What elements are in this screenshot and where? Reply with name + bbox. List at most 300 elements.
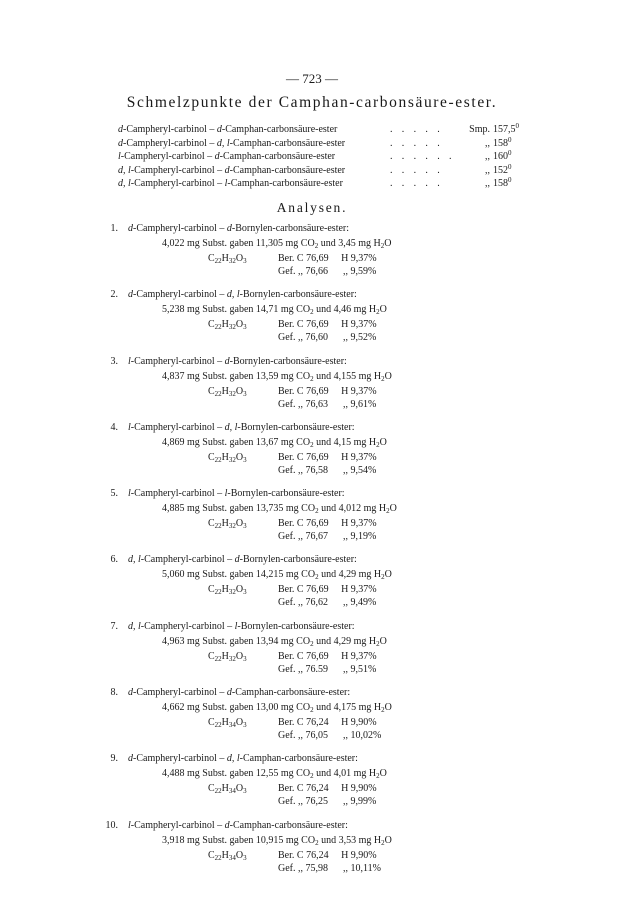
text-fragment: -Camphan-carbonsäure-ester: xyxy=(229,819,348,831)
sample-mass: 4,869 xyxy=(162,436,185,448)
subscript: 2 xyxy=(376,308,380,317)
found-values: Gef. ,, 76,05 ,, 10,02% xyxy=(278,730,382,742)
text-fragment: -Camphan-carbonsäure-ester xyxy=(229,164,346,176)
calculated-hydrogen: 9,90% xyxy=(350,717,377,729)
molecular-formula xyxy=(208,318,247,331)
molecular-formula xyxy=(208,782,247,795)
stereo-prefix: d xyxy=(214,151,220,162)
text-fragment: -Campheryl-carbinol – xyxy=(130,421,225,433)
text-fragment: C xyxy=(208,650,215,662)
stereo-prefix: d, l xyxy=(118,164,131,176)
sample-mass: 4,837 xyxy=(162,370,185,382)
sample-mass: 3,918 xyxy=(162,834,185,846)
ester-name xyxy=(128,819,348,832)
h2o-mass: 4,15 xyxy=(333,436,352,448)
calculated-hydrogen: 9,90% xyxy=(350,783,377,795)
text-fragment: C xyxy=(208,717,215,729)
subscript: 2 xyxy=(310,308,314,317)
analysis-number: 10. xyxy=(105,819,118,831)
co2-mass: 13,00 xyxy=(255,702,279,714)
subscript: 22 xyxy=(214,787,222,796)
calculated-values: Ber. C 76,69 H 9,37% xyxy=(278,253,377,264)
text-fragment: -Camphan-carbonsäure-ester xyxy=(221,124,338,135)
text-fragment: O xyxy=(235,319,244,331)
text-fragment: H xyxy=(221,319,229,331)
subscript: 2 xyxy=(381,573,385,582)
page-number: — 723 — xyxy=(286,71,338,86)
subscript: 3 xyxy=(243,323,247,332)
sample-mass: 5,060 xyxy=(162,569,185,581)
found-values: Gef. ,, 76,25 ,, 9,99% xyxy=(278,796,377,808)
subscript: 22 xyxy=(214,389,222,398)
subscript: 2 xyxy=(310,374,314,383)
subscript: 34 xyxy=(228,787,236,796)
text-fragment: -Camphan-carbonsäure-ester xyxy=(229,137,346,149)
measurement-line: 4,963 mg Subst. gaben 13,94 mg $CO_2$ und 4,29 mg $H_2O$ xyxy=(162,635,387,648)
calculated-carbon: 76,69 xyxy=(306,518,329,530)
text-fragment: -Bornylen-carbonsäure-ester: xyxy=(239,554,357,566)
stereo-prefix: d, l xyxy=(128,620,141,632)
calculated-carbon: 76,69 xyxy=(306,319,329,331)
calculated-carbon: 76,69 xyxy=(306,584,329,596)
text-fragment: H xyxy=(221,650,229,662)
sample-mass: 4,022 xyxy=(162,238,185,249)
analysis-number: 5. xyxy=(110,488,118,500)
subscript: 2 xyxy=(315,573,319,582)
calculated-hydrogen: 9,37% xyxy=(350,253,377,264)
subscript: 2 xyxy=(376,772,380,781)
melting-point-row xyxy=(118,123,538,137)
subscript: 22 xyxy=(214,257,222,265)
text-fragment: C xyxy=(208,385,215,397)
subscript: 22 xyxy=(214,654,222,663)
leader-dots: . . . . . . xyxy=(390,151,455,162)
subscript: 2 xyxy=(376,440,380,449)
calculated-carbon: 76,69 xyxy=(306,451,329,463)
analysis-entry xyxy=(0,421,624,487)
h2o-mass: 4,155 xyxy=(333,370,357,382)
text-fragment: O xyxy=(235,849,244,861)
subscript: 3 xyxy=(243,654,247,663)
stereo-prefix: d, l xyxy=(216,137,230,149)
analysis-number: 6. xyxy=(110,554,118,566)
melting-point-number: 160 xyxy=(493,151,508,162)
leader-dots: . . . . . xyxy=(390,137,444,149)
h2o-mass: 3,45 xyxy=(338,238,356,249)
text-fragment: -Camphan-carbonsäure-ester xyxy=(227,178,343,189)
analysis-number: 9. xyxy=(110,753,118,765)
stereo-prefix: d xyxy=(128,223,133,234)
subscript: 2 xyxy=(381,374,385,383)
ester-name xyxy=(128,487,345,500)
ester-name xyxy=(128,553,357,566)
analysis-entry xyxy=(0,686,624,752)
measurement-line: 5,238 mg Subst. gaben 14,71 mg $CO_2$ und 4,46 mg $H_2O$ xyxy=(162,304,387,317)
stereo-prefix: d, l xyxy=(226,753,240,765)
found-hydrogen: 9,59% xyxy=(350,266,377,277)
co2-mass: 12,55 xyxy=(255,768,279,780)
subscript: 2 xyxy=(380,242,385,250)
melting-point-value xyxy=(493,137,512,151)
text-fragment: -Campheryl-carbinol – xyxy=(120,151,215,162)
co2-mass: 14,71 xyxy=(255,304,279,316)
analysis-number: 1. xyxy=(110,223,118,234)
leader-dots: . . . . . xyxy=(390,178,444,189)
subscript: 32 xyxy=(228,257,236,265)
subscript: 2 xyxy=(310,772,314,781)
sample-mass: 5,238 xyxy=(162,304,185,316)
molecular-formula xyxy=(208,583,247,596)
measurement-line: 4,022 mg Subst. gaben 11,305 mg $CO_2$ und 3,45 mg $H_2O$ xyxy=(162,238,392,250)
text-fragment: -Camphan-carbonsäure-ester: xyxy=(239,753,358,765)
subscript: 3 xyxy=(243,389,247,398)
subscript: 32 xyxy=(228,455,236,464)
text-fragment: H xyxy=(221,783,229,795)
text-fragment: C xyxy=(208,584,215,596)
melting-point-row xyxy=(118,150,538,164)
text-fragment: -Campheryl-carbinol – xyxy=(130,488,225,500)
found-hydrogen: 9,54% xyxy=(350,464,377,476)
subscript: 2 xyxy=(381,838,385,847)
stereo-prefix: d, l xyxy=(128,554,141,566)
degree-mark: 0 xyxy=(508,176,512,184)
text-fragment: -Campheryl-carbinol – xyxy=(130,819,225,831)
subscript: 34 xyxy=(228,721,236,730)
found-carbon: 76,66 xyxy=(305,266,328,277)
subscript: 2 xyxy=(386,507,390,516)
ester-name xyxy=(118,123,337,137)
subscript: 34 xyxy=(228,853,236,862)
text-fragment: O xyxy=(235,253,244,264)
subscript: 22 xyxy=(214,323,222,332)
ester-name xyxy=(128,620,355,633)
leader-dots: . . . . . xyxy=(390,124,444,135)
measurement-line: 4,837 mg Subst. gaben 13,59 mg $CO_2$ und 4,155 mg $H_2O$ xyxy=(162,370,392,383)
subscript: 2 xyxy=(376,639,380,648)
text-fragment: H xyxy=(221,518,229,530)
melting-point-number: 158 xyxy=(493,137,508,149)
stereo-prefix: l xyxy=(128,819,131,831)
analysis-entry xyxy=(0,487,624,553)
found-values: Gef. ,, 76,58 ,, 9,54% xyxy=(278,464,377,476)
found-hydrogen: 10,02% xyxy=(350,730,382,742)
subscript: 32 xyxy=(228,323,236,332)
found-hydrogen: 9,61% xyxy=(350,398,377,410)
subscript: 2 xyxy=(314,242,319,250)
subscript: 22 xyxy=(214,853,222,862)
calculated-hydrogen: 9,37% xyxy=(350,319,377,331)
text-fragment: -Campheryl-carbinol – xyxy=(133,687,227,699)
subscript: 22 xyxy=(214,522,222,531)
stereo-prefix: d xyxy=(118,124,123,135)
found-carbon: 76,63 xyxy=(305,398,328,410)
stereo-prefix: d xyxy=(226,687,232,699)
melting-point-value xyxy=(493,123,519,137)
co2-mass: 10,915 xyxy=(255,834,284,846)
stereo-prefix: d, l xyxy=(118,178,131,189)
found-values: Gef. ,, 76.59 ,, 9,51% xyxy=(278,663,377,675)
molecular-formula xyxy=(208,716,247,729)
sample-mass: 4,488 xyxy=(162,768,185,780)
ester-name xyxy=(118,177,343,191)
stereo-prefix: l xyxy=(224,178,228,189)
h2o-mass: 4,175 xyxy=(333,702,357,714)
stereo-prefix: d xyxy=(128,289,133,301)
degree-mark: 0 xyxy=(508,162,512,171)
subscript: 2 xyxy=(315,838,319,847)
ester-name xyxy=(128,752,358,765)
calculated-carbon: 76,24 xyxy=(306,849,329,861)
co2-mass: 13,67 xyxy=(255,436,279,448)
measurement-line: 5,060 mg Subst. gaben 14,215 mg $CO_2$ und 4,29 mg $H_2O$ xyxy=(162,569,392,582)
text-fragment: -Bornylen-carbonsäure-ester: xyxy=(231,223,350,234)
ester-name xyxy=(118,150,335,164)
analysis-entry xyxy=(0,553,624,619)
subscript: 32 xyxy=(228,522,236,531)
calculated-carbon: 76,69 xyxy=(306,650,329,662)
found-values: Gef. ,, 76,62 ,, 9,49% xyxy=(278,597,377,609)
text-fragment: -Campheryl-carbinol – xyxy=(130,164,225,176)
measurement-line: 3,918 mg Subst. gaben 10,915 mg $CO_2$ und 3,53 mg $H_2O$ xyxy=(162,834,392,847)
text-fragment: C xyxy=(208,451,215,463)
text-fragment: O xyxy=(235,451,244,463)
text-fragment: -Bornylen-carbonsäure-ester: xyxy=(239,289,357,301)
melting-point-value xyxy=(493,177,512,191)
sample-mass: 4,963 xyxy=(162,635,185,647)
found-values: Gef. ,, 76,66 ,, 9,59% xyxy=(278,266,377,277)
ester-name xyxy=(128,288,357,301)
calculated-carbon: 76,69 xyxy=(306,253,329,264)
molecular-formula xyxy=(208,385,247,398)
text-fragment: C xyxy=(208,849,215,861)
molecular-formula xyxy=(208,650,247,663)
subscript: 3 xyxy=(243,853,247,862)
melting-point-number: 158 xyxy=(493,178,508,189)
ester-name xyxy=(128,686,350,699)
degree-mark: 0 xyxy=(515,122,519,130)
measurement-line: 4,869 mg Subst. gaben 13,67 mg $CO_2$ und 4,15 mg $H_2O$ xyxy=(162,436,387,449)
ester-name xyxy=(118,164,345,178)
sample-mass: 4,885 xyxy=(162,503,185,515)
text-fragment: C xyxy=(208,253,215,264)
calculated-values: Ber. C 76,69 H 9,37% xyxy=(278,518,377,530)
subscript: 3 xyxy=(243,721,247,730)
molecular-formula xyxy=(208,517,247,530)
found-carbon: 76,25 xyxy=(305,796,328,808)
stereo-prefix: d, l xyxy=(224,421,238,433)
calculated-carbon: 76,24 xyxy=(306,717,329,729)
analysen-heading: Analysen. xyxy=(276,200,348,215)
found-hydrogen: 9,49% xyxy=(350,597,377,609)
text-fragment: H xyxy=(221,584,229,596)
analysis-entry xyxy=(0,288,624,354)
ester-name xyxy=(128,355,347,368)
molecular-formula xyxy=(208,451,247,464)
calculated-hydrogen: 9,37% xyxy=(350,385,377,397)
h2o-mass: 4,29 xyxy=(338,569,357,581)
analysis-entry xyxy=(0,620,624,686)
smp-prefix: Smp. xyxy=(469,124,490,135)
text-fragment: O xyxy=(235,650,244,662)
subscript: 22 xyxy=(214,721,222,730)
subscript: 2 xyxy=(310,706,314,715)
text-fragment: -Bornylen-carbonsäure-ester: xyxy=(229,355,347,367)
analyses-list xyxy=(0,222,624,885)
h2o-mass: 4,29 xyxy=(333,635,352,647)
stereo-prefix: d, l xyxy=(226,289,240,301)
text-fragment: -Camphan-carbonsäure-ester xyxy=(219,151,336,162)
analysis-entry xyxy=(0,355,624,421)
calculated-values: Ber. C 76,69 H 9,37% xyxy=(278,385,377,397)
stereo-prefix: d xyxy=(118,137,123,149)
found-hydrogen: 9,19% xyxy=(350,531,377,543)
calculated-hydrogen: 9,37% xyxy=(350,584,377,596)
smp-prefix: ,, xyxy=(485,151,490,162)
subscript: 22 xyxy=(214,588,222,597)
text-fragment: -Campheryl-carbinol – xyxy=(123,137,217,149)
h2o-mass: 4,01 xyxy=(333,768,352,780)
stereo-prefix: l xyxy=(234,620,238,632)
text-fragment: O xyxy=(235,584,244,596)
text-fragment: -Campheryl-carbinol – xyxy=(130,355,225,367)
found-carbon: 76.59 xyxy=(305,663,328,675)
text-fragment: O xyxy=(235,717,244,729)
subscript: 3 xyxy=(243,588,247,597)
found-carbon: 75,98 xyxy=(305,862,328,874)
ester-name xyxy=(118,137,345,151)
subscript: 2 xyxy=(315,507,319,516)
found-carbon: 76,62 xyxy=(305,597,328,609)
text-fragment: O xyxy=(235,385,244,397)
text-fragment: C xyxy=(208,319,215,331)
text-fragment: H xyxy=(221,451,229,463)
analysis-entry xyxy=(0,819,624,885)
calculated-values: Ber. C 76,69 H 9,37% xyxy=(278,451,377,463)
subscript: 3 xyxy=(243,522,247,531)
subscript: 2 xyxy=(310,440,314,449)
subscript: 3 xyxy=(243,455,247,464)
stereo-prefix: l xyxy=(224,488,228,500)
stereo-prefix: d xyxy=(216,124,222,135)
subscript: 3 xyxy=(243,257,247,265)
stereo-prefix: d xyxy=(224,164,230,176)
text-fragment: -Campheryl-carbinol – xyxy=(140,554,235,566)
found-hydrogen: 10,11% xyxy=(350,862,381,874)
analysis-number: 3. xyxy=(110,355,118,367)
leader-dots: . . . . . xyxy=(390,164,444,176)
text-fragment: O xyxy=(235,783,244,795)
subscript: 32 xyxy=(228,588,236,597)
calculated-carbon: 76,24 xyxy=(306,783,329,795)
stereo-prefix: d xyxy=(128,687,133,699)
melting-point-row xyxy=(118,177,538,191)
subscript: 32 xyxy=(228,389,236,398)
subscript: 32 xyxy=(228,654,236,663)
melting-point-row xyxy=(118,164,538,178)
text-fragment: H xyxy=(221,849,229,861)
text-fragment: -Campheryl-carbinol – xyxy=(123,124,217,135)
co2-mass: 13,59 xyxy=(255,370,279,382)
found-carbon: 76,05 xyxy=(305,730,328,742)
found-values: Gef. ,, 76,67 ,, 9,19% xyxy=(278,531,377,543)
co2-mass: 13,94 xyxy=(255,635,279,647)
found-values: Gef. ,, 76,63 ,, 9,61% xyxy=(278,398,377,410)
calculated-values: Ber. C 76,24 H 9,90% xyxy=(278,783,377,795)
text-fragment: C xyxy=(208,783,215,795)
page-title: Schmelzpunkte der Camphan-carbonsäure-ester. xyxy=(126,94,498,111)
text-fragment: -Bornylen-carbonsäure-ester: xyxy=(237,421,355,433)
calculated-carbon: 76,69 xyxy=(306,385,329,397)
text-fragment: -Campheryl-carbinol – xyxy=(133,289,227,301)
smp-prefix: ,, xyxy=(485,164,490,176)
molecular-formula xyxy=(208,252,247,265)
found-carbon: 76,60 xyxy=(305,332,328,344)
ester-name xyxy=(128,222,349,235)
melting-point-row xyxy=(118,137,538,151)
melting-point-value xyxy=(493,164,512,178)
text-fragment: -Campheryl-carbinol – xyxy=(133,753,227,765)
melting-point-table xyxy=(118,123,538,191)
found-carbon: 76,67 xyxy=(305,531,328,543)
smp-prefix: ,, xyxy=(485,178,490,189)
text-fragment: -Bornylen-carbonsäure-ester: xyxy=(227,488,345,500)
text-fragment: C xyxy=(208,518,215,530)
calculated-hydrogen: 9,37% xyxy=(350,451,377,463)
stereo-prefix: d xyxy=(224,819,230,831)
ester-name xyxy=(128,421,355,434)
degree-mark: 0 xyxy=(508,149,512,157)
analysis-entry xyxy=(0,222,624,288)
calculated-hydrogen: 9,37% xyxy=(350,650,377,662)
stereo-prefix: l xyxy=(128,421,131,433)
melting-point-value xyxy=(493,150,512,164)
h2o-mass: 3,53 xyxy=(338,834,357,846)
co2-mass: 11,305 xyxy=(255,238,284,249)
calculated-values: Ber. C 76,69 H 9,37% xyxy=(278,584,377,596)
analysis-number: 7. xyxy=(110,620,118,632)
analysis-number: 4. xyxy=(110,421,118,433)
text-fragment: H xyxy=(221,253,229,264)
h2o-mass: 4,012 xyxy=(338,503,362,515)
stereo-prefix: l xyxy=(118,151,121,162)
degree-mark: 0 xyxy=(508,135,512,144)
co2-mass: 13,735 xyxy=(255,503,284,515)
found-hydrogen: 9,51% xyxy=(350,663,377,675)
found-hydrogen: 9,52% xyxy=(350,332,377,344)
stereo-prefix: d xyxy=(226,223,232,234)
subscript: 22 xyxy=(214,455,222,464)
text-fragment: -Bornylen-carbonsäure-ester: xyxy=(237,620,355,632)
co2-mass: 14,215 xyxy=(255,569,284,581)
melting-point-number: 157,5 xyxy=(493,124,516,135)
text-fragment: H xyxy=(221,717,229,729)
text-fragment: -Camphan-carbonsäure-ester: xyxy=(231,687,351,699)
calculated-values: Ber. C 76,24 H 9,90% xyxy=(278,717,377,729)
text-fragment: -Campheryl-carbinol – xyxy=(140,620,235,632)
molecular-formula xyxy=(208,849,247,862)
stereo-prefix: d xyxy=(128,753,133,765)
analysis-number: 8. xyxy=(110,687,118,699)
analysis-number: 2. xyxy=(110,289,118,301)
stereo-prefix: l xyxy=(128,488,131,500)
found-hydrogen: 9,99% xyxy=(350,796,377,808)
melting-point-number: 152 xyxy=(493,164,508,176)
analysis-entry xyxy=(0,752,624,818)
calculated-values: Ber. C 76,69 H 9,37% xyxy=(278,319,377,331)
text-fragment: -Campheryl-carbinol – xyxy=(130,178,225,189)
measurement-line: 4,885 mg Subst. gaben 13,735 mg $CO_2$ und 4,012 mg $H_2O$ xyxy=(162,503,397,516)
measurement-line: 4,488 mg Subst. gaben 12,55 mg $CO_2$ und 4,01 mg $H_2O$ xyxy=(162,768,387,781)
